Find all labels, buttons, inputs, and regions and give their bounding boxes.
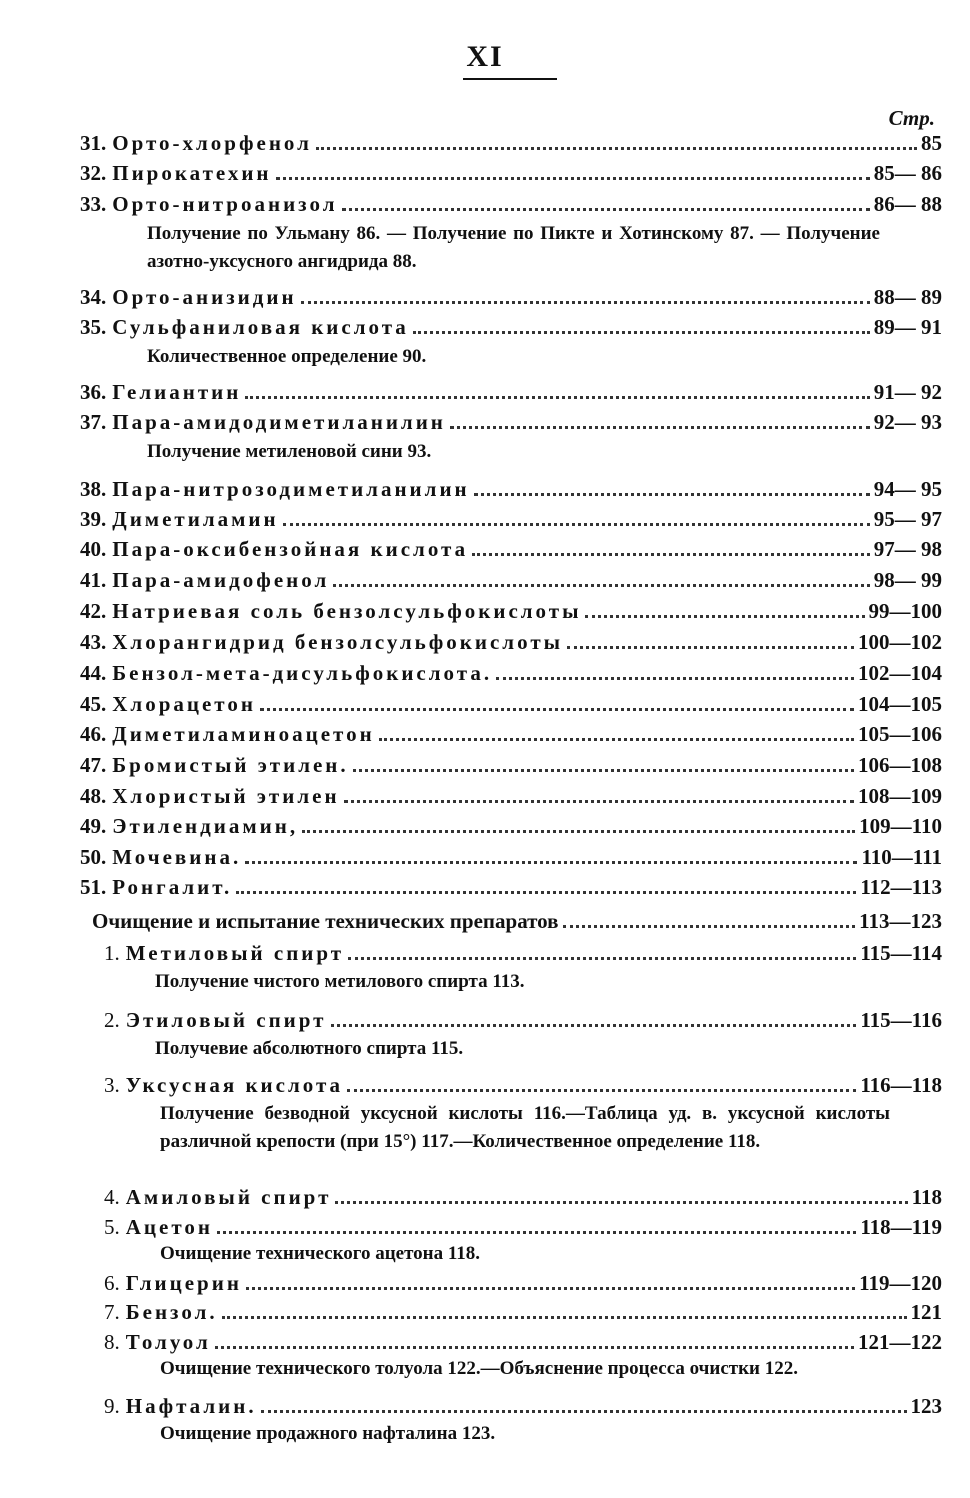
toc-entry[interactable] xyxy=(80,534,942,564)
entry-number: 9. xyxy=(104,1394,120,1418)
entry-pages: 98— 99 xyxy=(873,568,942,592)
dot-leader xyxy=(379,720,854,741)
toc-entry[interactable] xyxy=(104,1070,942,1100)
entry-title: Метиловый спирт xyxy=(125,941,345,965)
entry-number: 2. xyxy=(104,1008,120,1032)
toc-entry[interactable] xyxy=(80,565,942,595)
entry-title: Сульфаниловая кислота xyxy=(112,315,409,339)
dot-leader xyxy=(335,1183,907,1204)
entry-number: 34. xyxy=(80,285,107,309)
toc-entry[interactable] xyxy=(80,811,942,841)
toc-section-heading[interactable] xyxy=(92,906,942,936)
entry-title: Пара-амидофенол xyxy=(112,568,330,592)
entry-pages: 115—116 xyxy=(860,1008,942,1032)
entry-note: Очищение продажного нафталина 123. xyxy=(160,1423,496,1444)
toc-entry[interactable] xyxy=(104,1212,942,1242)
toc-entry[interactable] xyxy=(80,158,942,188)
toc-entry[interactable] xyxy=(80,781,942,811)
entry-title: Мочевина. xyxy=(112,845,242,869)
dot-leader xyxy=(236,873,856,894)
entry-title: Толуол xyxy=(125,1330,211,1354)
toc-entry[interactable] xyxy=(80,658,942,688)
entry-title: Пара-оксибензойная кислота xyxy=(112,537,469,561)
entry-number: 1. xyxy=(104,941,120,965)
dot-leader xyxy=(215,1328,854,1349)
dot-leader xyxy=(302,812,855,833)
entry-number: 4. xyxy=(104,1185,120,1209)
toc-entry[interactable] xyxy=(104,1182,942,1212)
dot-leader xyxy=(474,475,870,496)
entry-title: Бромистый этилен. xyxy=(112,753,349,777)
dot-leader xyxy=(563,907,856,928)
entry-pages: 116—118 xyxy=(860,1073,942,1097)
dot-leader xyxy=(496,659,854,680)
entry-title: Натриевая соль бензолсульфокислоты xyxy=(112,599,582,623)
entry-number: 48. xyxy=(80,784,107,808)
entry-title: Гелиантин xyxy=(112,380,242,404)
entry-number: 33. xyxy=(80,192,107,216)
entry-number: 50. xyxy=(80,845,107,869)
toc-entry[interactable] xyxy=(104,938,942,968)
entry-pages: 86— 88 xyxy=(873,192,942,216)
entry-title: Глицерин xyxy=(125,1271,242,1295)
entry-title: Диметиламиноацетон xyxy=(112,722,375,746)
dot-leader xyxy=(413,313,870,334)
entry-title: Этилендиамин, xyxy=(112,814,299,838)
dot-leader xyxy=(342,190,870,211)
entry-title: Ацетон xyxy=(125,1215,213,1239)
dot-leader xyxy=(353,751,854,772)
entry-number: 32. xyxy=(80,161,107,185)
entry-pages: 105—106 xyxy=(858,722,942,746)
entry-pages: 106—108 xyxy=(858,753,942,777)
entry-note: Получевие абсолютного спирта 115. xyxy=(155,1038,464,1059)
entry-number: 45. xyxy=(80,692,107,716)
toc-entry[interactable] xyxy=(80,719,942,749)
dot-leader xyxy=(260,690,854,711)
entry-pages: 123 xyxy=(910,1394,942,1418)
entry-pages: 109—110 xyxy=(859,814,942,838)
entry-pages: 88— 89 xyxy=(873,285,942,309)
entry-number: 39. xyxy=(80,507,107,531)
dot-leader xyxy=(222,1298,907,1319)
toc-entry[interactable] xyxy=(104,1005,942,1035)
entry-title: Пирокатехин xyxy=(112,161,272,185)
entry-title: Уксусная кислота xyxy=(125,1073,344,1097)
entry-number: 43. xyxy=(80,630,107,654)
entry-pages: 104—105 xyxy=(858,692,942,716)
dot-leader xyxy=(276,159,870,180)
entry-pages: 121—122 xyxy=(858,1330,942,1354)
dot-leader xyxy=(472,535,870,556)
entry-number: 31. xyxy=(80,131,107,155)
toc-entry[interactable] xyxy=(80,189,942,219)
toc-entry[interactable] xyxy=(80,504,942,534)
dot-leader xyxy=(283,505,870,526)
toc-entry[interactable] xyxy=(80,282,942,312)
entry-title: Хлористый этилен xyxy=(112,784,340,808)
entry-pages: 121 xyxy=(910,1300,942,1324)
entry-title: Нафталин. xyxy=(125,1394,257,1418)
entry-title: Хлорангидрид бензолсульфокислоты xyxy=(112,630,564,654)
entry-number: 51. xyxy=(80,875,107,899)
dot-leader xyxy=(567,628,854,649)
entry-title: Ронгалит. xyxy=(112,875,233,899)
entry-number: 7. xyxy=(104,1300,120,1324)
page-number-underline xyxy=(463,78,557,80)
entry-pages: 115—114 xyxy=(860,941,942,965)
entry-number: 49. xyxy=(80,814,107,838)
entry-note: Получение чистого метилового спирта 113. xyxy=(155,971,525,992)
entry-note: Количественное определение 90. xyxy=(147,346,427,367)
entry-title: Диметиламин xyxy=(112,507,279,531)
toc-entry[interactable] xyxy=(80,689,942,719)
entry-title: Бензол-мета-дисульфокислота. xyxy=(112,661,493,685)
dot-leader xyxy=(344,782,854,803)
entry-pages: 113—123 xyxy=(859,909,942,933)
toc-entry[interactable] xyxy=(104,1391,942,1421)
entry-title: Пара-нитрозодиметиланилин xyxy=(112,477,470,501)
entry-pages: 118 xyxy=(911,1185,942,1209)
entry-pages: 102—104 xyxy=(858,661,942,685)
entry-pages: 92— 93 xyxy=(873,410,942,434)
toc-entry[interactable] xyxy=(80,627,942,657)
dot-leader xyxy=(246,1269,855,1290)
dot-leader xyxy=(245,843,857,864)
page-column-label: Стр. xyxy=(888,106,935,130)
entry-number: 44. xyxy=(80,661,107,685)
toc-entry[interactable] xyxy=(80,377,942,407)
entry-note: Получение метиленовой сини 93. xyxy=(147,441,432,462)
entry-number: 35. xyxy=(80,315,107,339)
entry-number: 42. xyxy=(80,599,107,623)
entry-pages: 118—119 xyxy=(860,1215,942,1239)
entry-pages: 85— 86 xyxy=(873,161,942,185)
entry-number: 3. xyxy=(104,1073,120,1097)
entry-pages: 95— 97 xyxy=(873,507,942,531)
toc-entry[interactable] xyxy=(80,872,942,902)
entry-number: 40. xyxy=(80,537,107,561)
dot-leader xyxy=(316,129,917,150)
entry-pages: 112—113 xyxy=(860,875,942,899)
entry-title: Пара-амидодиметиланилин xyxy=(112,410,446,434)
section-title: Очищение и испытание технических препаратов xyxy=(92,909,559,933)
toc-entry[interactable] xyxy=(104,1327,942,1357)
entry-number: 8. xyxy=(104,1330,120,1354)
entry-number: 36. xyxy=(80,380,107,404)
toc-entry[interactable] xyxy=(80,312,942,342)
entry-pages: 99—100 xyxy=(868,599,942,623)
entry-title: Бензол. xyxy=(125,1300,218,1324)
entry-pages: 94— 95 xyxy=(873,477,942,501)
entry-note: Очищение технического ацетона 118. xyxy=(160,1243,481,1264)
dot-leader xyxy=(333,566,870,587)
toc-entry[interactable] xyxy=(80,407,942,437)
toc-entry[interactable] xyxy=(80,128,942,158)
entry-title: Хлорацетон xyxy=(112,692,256,716)
toc-entry[interactable] xyxy=(80,842,942,872)
entry-number: 46. xyxy=(80,722,107,746)
entry-number: 41. xyxy=(80,568,107,592)
toc-entry[interactable] xyxy=(80,474,942,504)
entry-title: Этиловый спирт xyxy=(125,1008,327,1032)
entry-pages: 108—109 xyxy=(858,784,942,808)
toc-entry[interactable] xyxy=(104,1268,942,1298)
dot-leader xyxy=(217,1213,856,1234)
page-number: XI xyxy=(466,40,504,73)
toc-entry[interactable] xyxy=(80,596,942,626)
entry-pages: 89— 91 xyxy=(873,315,942,339)
entry-title: Орто-анизидин xyxy=(112,285,297,309)
dot-leader xyxy=(301,283,870,304)
toc-entry[interactable] xyxy=(104,1297,942,1327)
entry-note: Очищение технического толуола 122.—Объяснение процесса очистки 122. xyxy=(160,1358,798,1379)
dot-leader xyxy=(450,408,870,429)
dot-leader xyxy=(585,597,864,618)
entry-pages: 97— 98 xyxy=(873,537,942,561)
entry-note: Получение безводной уксусной кислоты 116.—Таблица уд. в. уксусной кислоты различной крепости (при 15°) 117.—Количественное определение 118. xyxy=(160,1103,890,1152)
entry-pages: 85 xyxy=(921,131,942,155)
entry-note: Получение по Ульману 86. — Получение по Пикте и Хотинскому 87. — Получение азотно-уксусного ангидрида 88. xyxy=(147,223,880,272)
dot-leader xyxy=(245,378,869,399)
entry-number: 5. xyxy=(104,1215,120,1239)
entry-number: 37. xyxy=(80,410,107,434)
dot-leader xyxy=(347,1071,856,1092)
entry-title: Амиловый спирт xyxy=(125,1185,332,1209)
toc-entry[interactable] xyxy=(80,750,942,780)
entry-number: 6. xyxy=(104,1271,120,1295)
entry-pages: 91— 92 xyxy=(873,380,942,404)
dot-leader xyxy=(331,1006,857,1027)
entry-number: 38. xyxy=(80,477,107,501)
entry-pages: 100—102 xyxy=(858,630,942,654)
entry-title: Орто-хлорфенол xyxy=(112,131,312,155)
entry-title: Орто-нитроанизол xyxy=(112,192,338,216)
dot-leader xyxy=(348,939,856,960)
entry-pages: 119—120 xyxy=(859,1271,942,1295)
entry-pages: 110—111 xyxy=(861,845,942,869)
entry-number: 47. xyxy=(80,753,107,777)
dot-leader xyxy=(261,1392,907,1413)
